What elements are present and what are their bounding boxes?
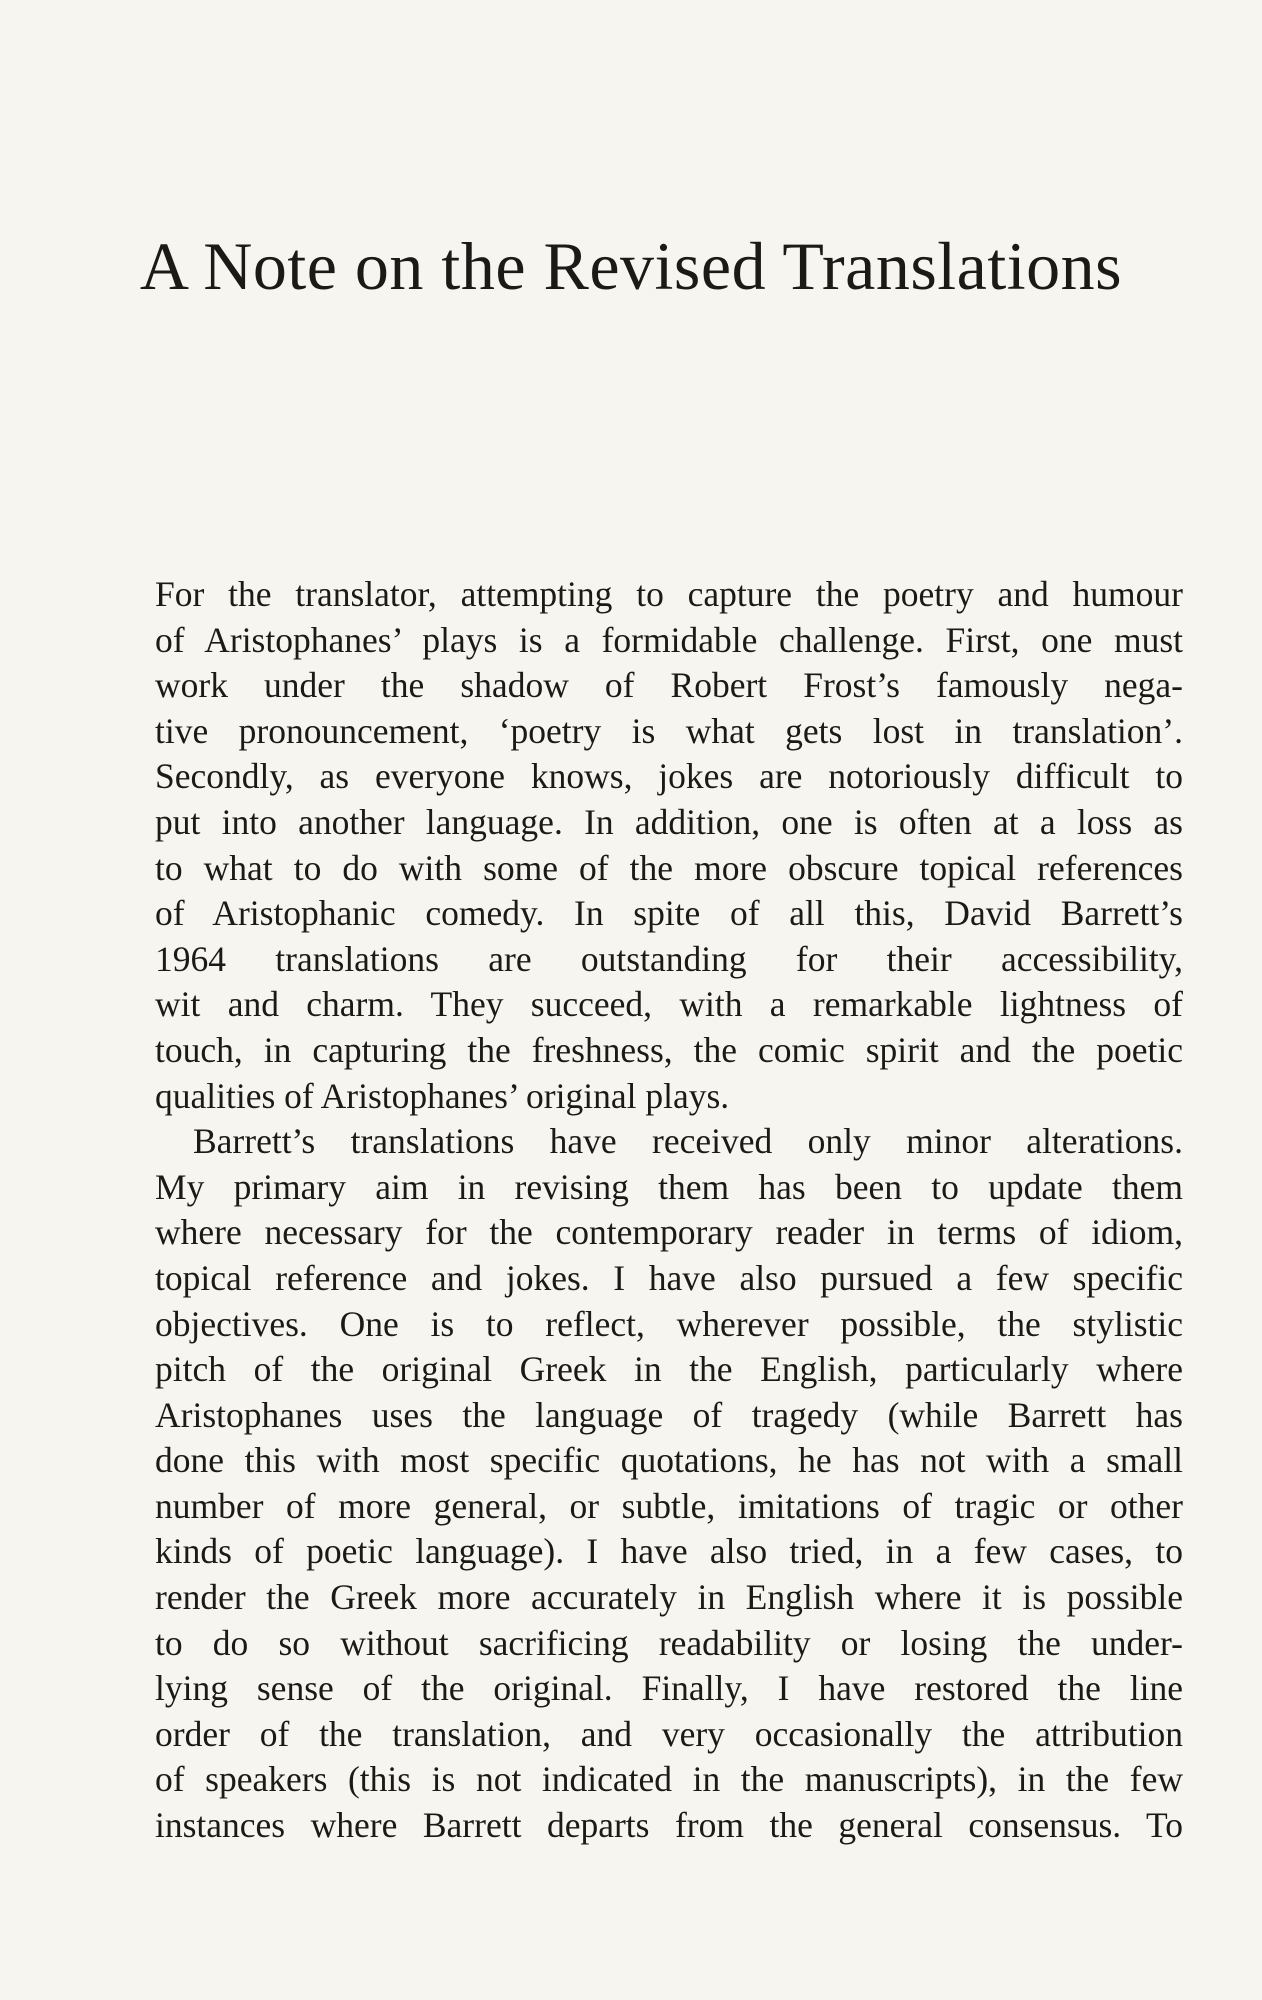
text-line: of Aristophanes’ plays is a formidable challenge. First, one must <box>155 619 1183 660</box>
text-line: where necessary for the contemporary reader in terms of idiom, <box>155 1212 1183 1253</box>
text-line: tive pronouncement, ‘poetry is what gets lost in translation’. <box>155 710 1183 751</box>
body-text <box>155 572 1183 1849</box>
text-line: to do so without sacrificing readability or losing the under- <box>155 1622 1183 1663</box>
page-title: A Note on the Revised Translations <box>139 228 1123 304</box>
text-line: topical reference and jokes. I have also pursued a few specific <box>155 1257 1183 1298</box>
text-line: of speakers (this is not indicated in the manuscripts), in the few <box>155 1759 1183 1800</box>
text-line: to what to do with some of the more obscure topical references <box>155 847 1183 888</box>
text-line: pitch of the original Greek in the English, particularly where <box>155 1349 1183 1390</box>
text-line: 1964 translations are outstanding for their accessibility, <box>155 938 1183 979</box>
text-line: wit and charm. They succeed, with a remarkable lightness of <box>155 984 1183 1025</box>
text-line: render the Greek more accurately in English where it is possible <box>155 1577 1183 1618</box>
text-line: qualities of Aristophanes’ original plays. <box>155 1075 730 1116</box>
text-line: touch, in capturing the freshness, the comic spirit and the poetic <box>155 1029 1183 1070</box>
text-line: number of more general, or subtle, imitations of tragic or other <box>155 1485 1183 1526</box>
text-line: For the translator, attempting to capture the poetry and humour <box>155 574 1183 614</box>
text-line: kinds of poetic language). I have also tried, in a few cases, to <box>155 1531 1183 1572</box>
text-line: Barrett’s translations have received only minor alterations. <box>193 1121 1183 1162</box>
text-line: done this with most specific quotations, he has not with a small <box>155 1440 1183 1481</box>
text-line: put into another language. In addition, one is often at a loss as <box>155 801 1183 842</box>
text-line: order of the translation, and very occasionally the attribution <box>155 1713 1183 1754</box>
text-line: of Aristophanic comedy. In spite of all this, David Barrett’s <box>155 893 1183 934</box>
text-line: instances where Barrett departs from the general consensus. To <box>155 1805 1183 1846</box>
text-line: Aristophanes uses the language of tragedy (while Barrett has <box>155 1394 1183 1435</box>
text-line: Secondly, as everyone knows, jokes are notoriously difficult to <box>155 756 1183 797</box>
text-line: My primary aim in revising them has been to update them <box>155 1166 1183 1207</box>
text-line: work under the shadow of Robert Frost’s famously nega- <box>155 665 1183 706</box>
text-line: objectives. One is to reflect, wherever possible, the stylistic <box>155 1303 1183 1344</box>
text-line: lying sense of the original. Finally, I have restored the line <box>155 1668 1183 1709</box>
